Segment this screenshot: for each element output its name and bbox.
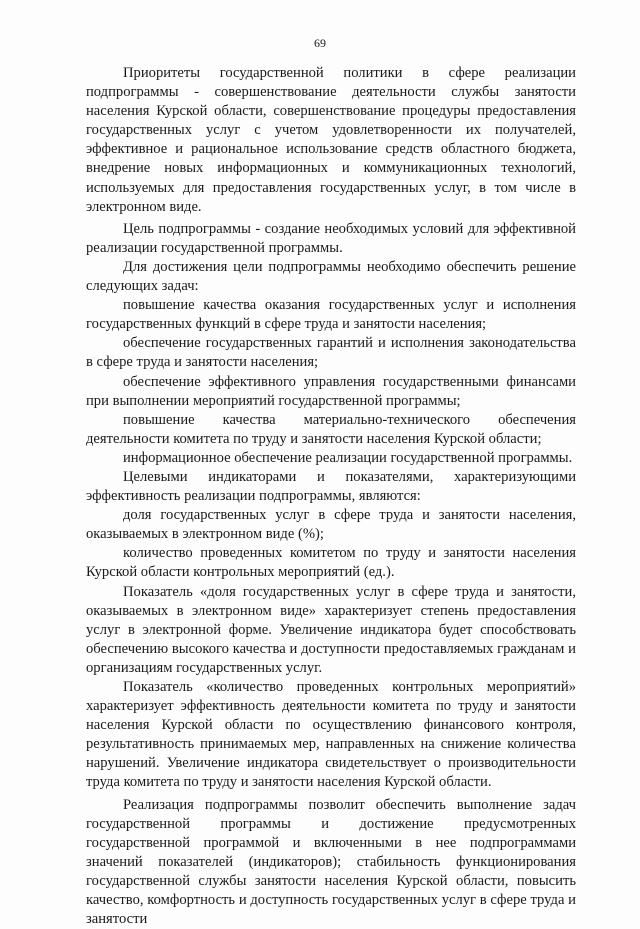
indicator-item: количество проведенных комитетом по труду и занятости населения Курской области контрольных мероприятий (ед.). — [86, 545, 576, 581]
paragraph-results: Реализация подпрограммы позволит обеспечить выполнение задач государственной программы и достижение предусмотренных государственной программой и включенными в нее подпрограммами значений показателей (индикаторов); стабильность функционирования государственной службы занятости населения Курской области, повысить качество, комфортность и доступность государственных услуг в сфере труда и занятости — [86, 796, 576, 928]
paragraph-priorities: Приоритеты государственной политики в сфере реализации подпрограммы - совершенствование деятельности службы занятости населения Курской области, совершенствование процедуры предоставления государственных услуг с учетом удовлетворенности их получателей, эффективное и рациональное использование средств областного бюджета, внедрение новых информационных и коммуникационных технологий, используемых для предоставления государственных услуг, в том числе в электронном виде. — [86, 65, 576, 215]
paragraph-tasks-intro: Для достижения цели подпрограммы необходимо обеспечить решение следующих задач: — [86, 258, 576, 295]
task-item: повышение качества материально-технического обеспечения деятельности комитета по труду и занятости населения Курской области; — [86, 411, 576, 447]
paragraph-indicator-control: Показатель «количество проведенных контрольных мероприятий» характеризует эффективность деятельности комитета по труду и занятости населения Курской области по осуществлению финансового контроля, результативность принимаемых мер, направленных на снижение количества нарушений. Увеличение индикатора свидетельствует о производительности труда комитета по труду и занятости населения Курской области. — [86, 679, 576, 791]
task-item: повышение качества оказания государственных услуг и исполнения государственных функций в сфере труда и занятости населения; — [86, 297, 576, 333]
task-item: обеспечение государственных гарантий и исполнения законодательства в сфере труда и занятости населения; — [86, 335, 576, 371]
page-number: 69 — [314, 36, 326, 50]
paragraph-indicators-intro: Целевыми индикаторами и показателями, характеризующими эффективность реализации подпрограммы, являются: — [86, 468, 576, 505]
task-item: информационное обеспечение реализации государственной программы. — [123, 449, 573, 466]
task-item: обеспечение эффективного управления государственными финансами при выполнении мероприятий государственной программы; — [86, 373, 576, 409]
paragraph-goal: Цель подпрограммы - создание необходимых условий для эффективной реализации государственной программы. — [86, 220, 576, 256]
paragraph-indicator-electronic: Показатель «доля государственных услуг в сфере труда и занятости, оказываемых в электронном виде» характеризует степень предоставления услуг в электронной форме. Увеличение индикатора будет способствовать обеспечению высокого качества и доступности предоставляемых гражданам и организациям государственных услуг. — [86, 583, 576, 676]
document-body — [86, 64, 576, 929]
indicator-item: доля государственных услуг в сфере труда и занятости населения, оказываемых в электронном виде (%); — [86, 507, 576, 543]
